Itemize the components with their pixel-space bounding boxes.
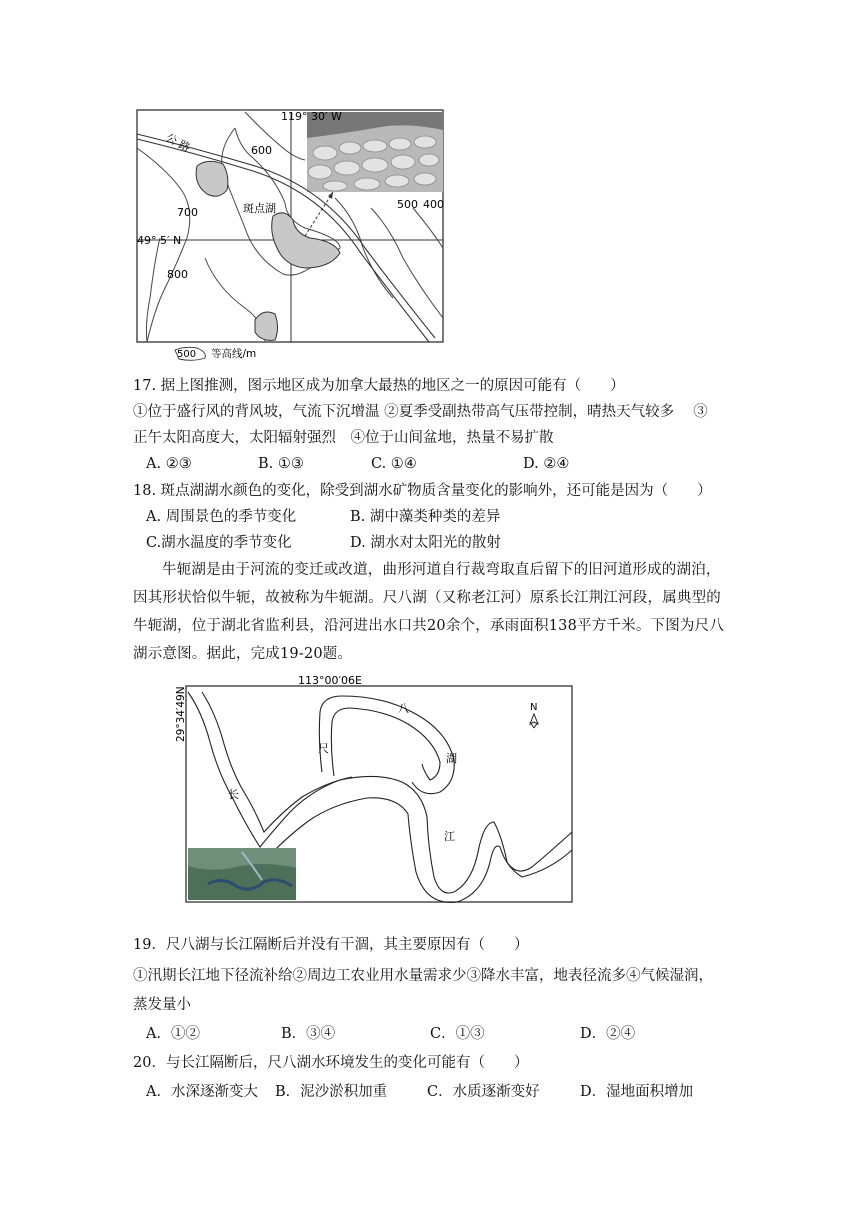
lake-label: 斑点湖 — [243, 202, 276, 215]
label-hu: 湖 — [446, 752, 457, 765]
q20-option-d: D．湿地面积增加 — [580, 1084, 694, 1100]
q17-stem: 17. 据上图推测，图示地区成为加拿大最热的地区之一的原因可能有（ ） — [133, 378, 625, 394]
q17-line2: 正午太阳高度大，太阳辐射强烈 ④位于山间盆地，热量不易扩散 — [133, 430, 554, 446]
contour-label-600: 600 — [251, 144, 272, 157]
q19-option-d: D．②④ — [580, 1026, 636, 1042]
label-chang: 长 — [228, 788, 239, 801]
legend-label: 等高线/m — [211, 348, 257, 360]
satellite-photo-inset — [188, 848, 296, 900]
q19-option-c: C．①③ — [430, 1026, 485, 1042]
map2-longitude-label: 113°00′06E — [298, 674, 362, 687]
q20-option-a: A．水深逐渐变大 — [146, 1084, 258, 1100]
q18-option-c: C.湖水温度的季节变化 — [146, 535, 292, 551]
oxbow-lake-passage: 牛轭湖是由于河流的变迁或改道，曲形河道自行裁弯取直后留下的旧河道形成的湖泊，因其形状恰似牛轭，故被称为牛轭湖。尺八湖（又称老江河）原系长江荆江河段，属典型的牛轭湖，位于湖北省监利县，沿河进出水口共20余个，承雨面积138平方千米。下图为尺八湖示意图。据此，完成19-20题。 — [133, 562, 725, 662]
q17-option-a: A. ②③ — [146, 456, 192, 472]
q19-line2: 蒸发量小 — [133, 997, 191, 1013]
q17-line1: ①位于盛行风的背风坡，气流下沉增温 ②夏季受副热带高气压带控制，晴热天气较多 ③ — [133, 404, 708, 420]
q18-stem: 18. 斑点湖湖水颜色的变化，除受到湖水矿物质含量变化的影响外，还可能是因为（ ） — [133, 483, 712, 499]
map2-latitude-label: 29°34′49N — [175, 686, 187, 742]
q17-option-d: D. ②④ — [523, 456, 570, 472]
map1-latitude-label: 49° 5′ N — [137, 234, 182, 247]
north-label: N — [530, 702, 538, 713]
label-ba: 八 — [398, 702, 409, 715]
legend-value: 500 — [177, 349, 197, 360]
q20-option-c: C．水质逐渐变好 — [427, 1084, 540, 1100]
q19-option-b: B．③④ — [281, 1026, 336, 1042]
contour-label-500: 500 — [397, 198, 418, 211]
chiba-lake-map — [172, 672, 578, 908]
q19-stem: 19．尺八湖与长江隔断后并没有干涸，其主要原因有（ ） — [133, 937, 529, 953]
contour-label-700: 700 — [177, 206, 198, 219]
q20-stem: 20．与长江隔断后，尺八湖水环境发生的变化可能有（ ） — [133, 1055, 529, 1071]
spotted-lake-contour-map — [135, 108, 447, 362]
q19-option-a: A．①② — [146, 1026, 200, 1042]
q19-line1: ①汛期长江地下径流补给②周边工农业用水量需求少③降水丰富，地表径流多④气候湿润， — [133, 968, 713, 984]
contour-label-800: 800 — [167, 268, 188, 281]
lake-south — [255, 312, 278, 340]
map1-longitude-label: 119° 30′ W — [281, 110, 342, 123]
q17-option-c: C. ①④ — [371, 456, 417, 472]
lake-photo-inset — [307, 112, 443, 192]
road-label: 公 路 — [163, 131, 193, 155]
q18-option-d: D. 湖水对太阳光的散射 — [350, 535, 501, 551]
label-chi: 尺 — [318, 742, 329, 755]
label-jiang: 江 — [444, 830, 455, 843]
q17-option-b: B. ①③ — [258, 456, 304, 472]
q18-option-a: A. 周围景色的季节变化 — [146, 509, 297, 525]
q20-option-b: B．泥沙淤积加重 — [275, 1084, 388, 1100]
q18-option-b: B. 湖中藻类种类的差异 — [350, 509, 501, 525]
contour-label-400: 400 — [423, 198, 444, 211]
